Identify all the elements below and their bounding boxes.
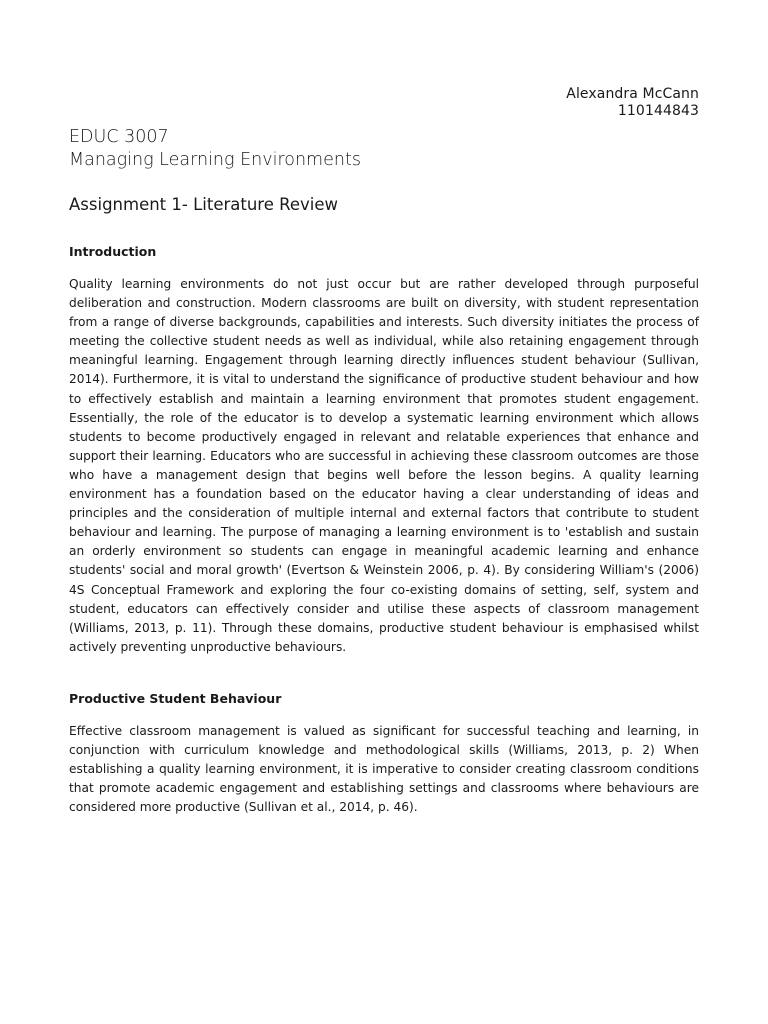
- course-title: Managing Learning Environments: [69, 150, 361, 170]
- author-name: Alexandra McCann: [566, 86, 699, 102]
- productive-behaviour-paragraph: Effective classroom management is valued as significant for successful teaching and learning, in conjunction with curriculum knowledge and methodological skills (Williams, 2013, p. 2) When establishing a quality learning environment, it is imperative to consider creating classroom conditions that promote academic engagement and establishing settings and classrooms where behaviours are considered more productive (Sullivan et al., 2014, p. 46).: [69, 723, 699, 815]
- student-id: 110144843: [617, 103, 699, 119]
- course-block: [69, 126, 699, 172]
- productive-behaviour-heading: Productive Student Behaviour: [69, 690, 282, 706]
- introduction-paragraph: Quality learning environments do not just occur but are rather developed through purposeful deliberation and construction. Modern classrooms are built on diversity, with student representation from a range of diverse backgrounds, capabilities and interests. Such diversity initiates the process of meeting the collective student needs as well as individual, while also retaining engagement through meaningful learning. Engagement through learning directly influences student behaviour (Sullivan, 2014). Furthermore, it is vital to understand the significance of productive student behaviour and how to effectively establish and maintain a learning environment that promotes student engagement. Essentially, the role of the educator is to develop a systematic learning environment which allows students to become productively engaged in relevant and relatable experiences that enhance and support their learning. Educators who are successful in achieving these classroom outcomes are those who have a management design that begins well before the lesson begins. A quality learning environment has a foundation based on the educator having a clear understanding of ideas and principles and the consideration of multiple internal and external factors that contribute to student behaviour and learning. The purpose of managing a learning environment is to 'establish and sustain an orderly environment so students can engage in meaningful academic learning and enhance students' social and moral growth' (Evertson & Weinstein 2006, p. 4). By considering William's (2006) 4S Conceptual Framework and exploring the four co-existing domains of setting, self, system and student, educators can effectively consider and utilise these aspects of classroom management (Williams, 2013, p. 11). Through these domains, productive student behaviour is emphasised whilst actively preventing unproductive behaviours.: [69, 277, 699, 654]
- course-code: EDUC 3007: [69, 127, 169, 147]
- introduction-heading: Introduction: [69, 244, 157, 259]
- assignment-title: Assignment 1- Literature Review: [69, 195, 338, 214]
- author-block: [69, 86, 699, 120]
